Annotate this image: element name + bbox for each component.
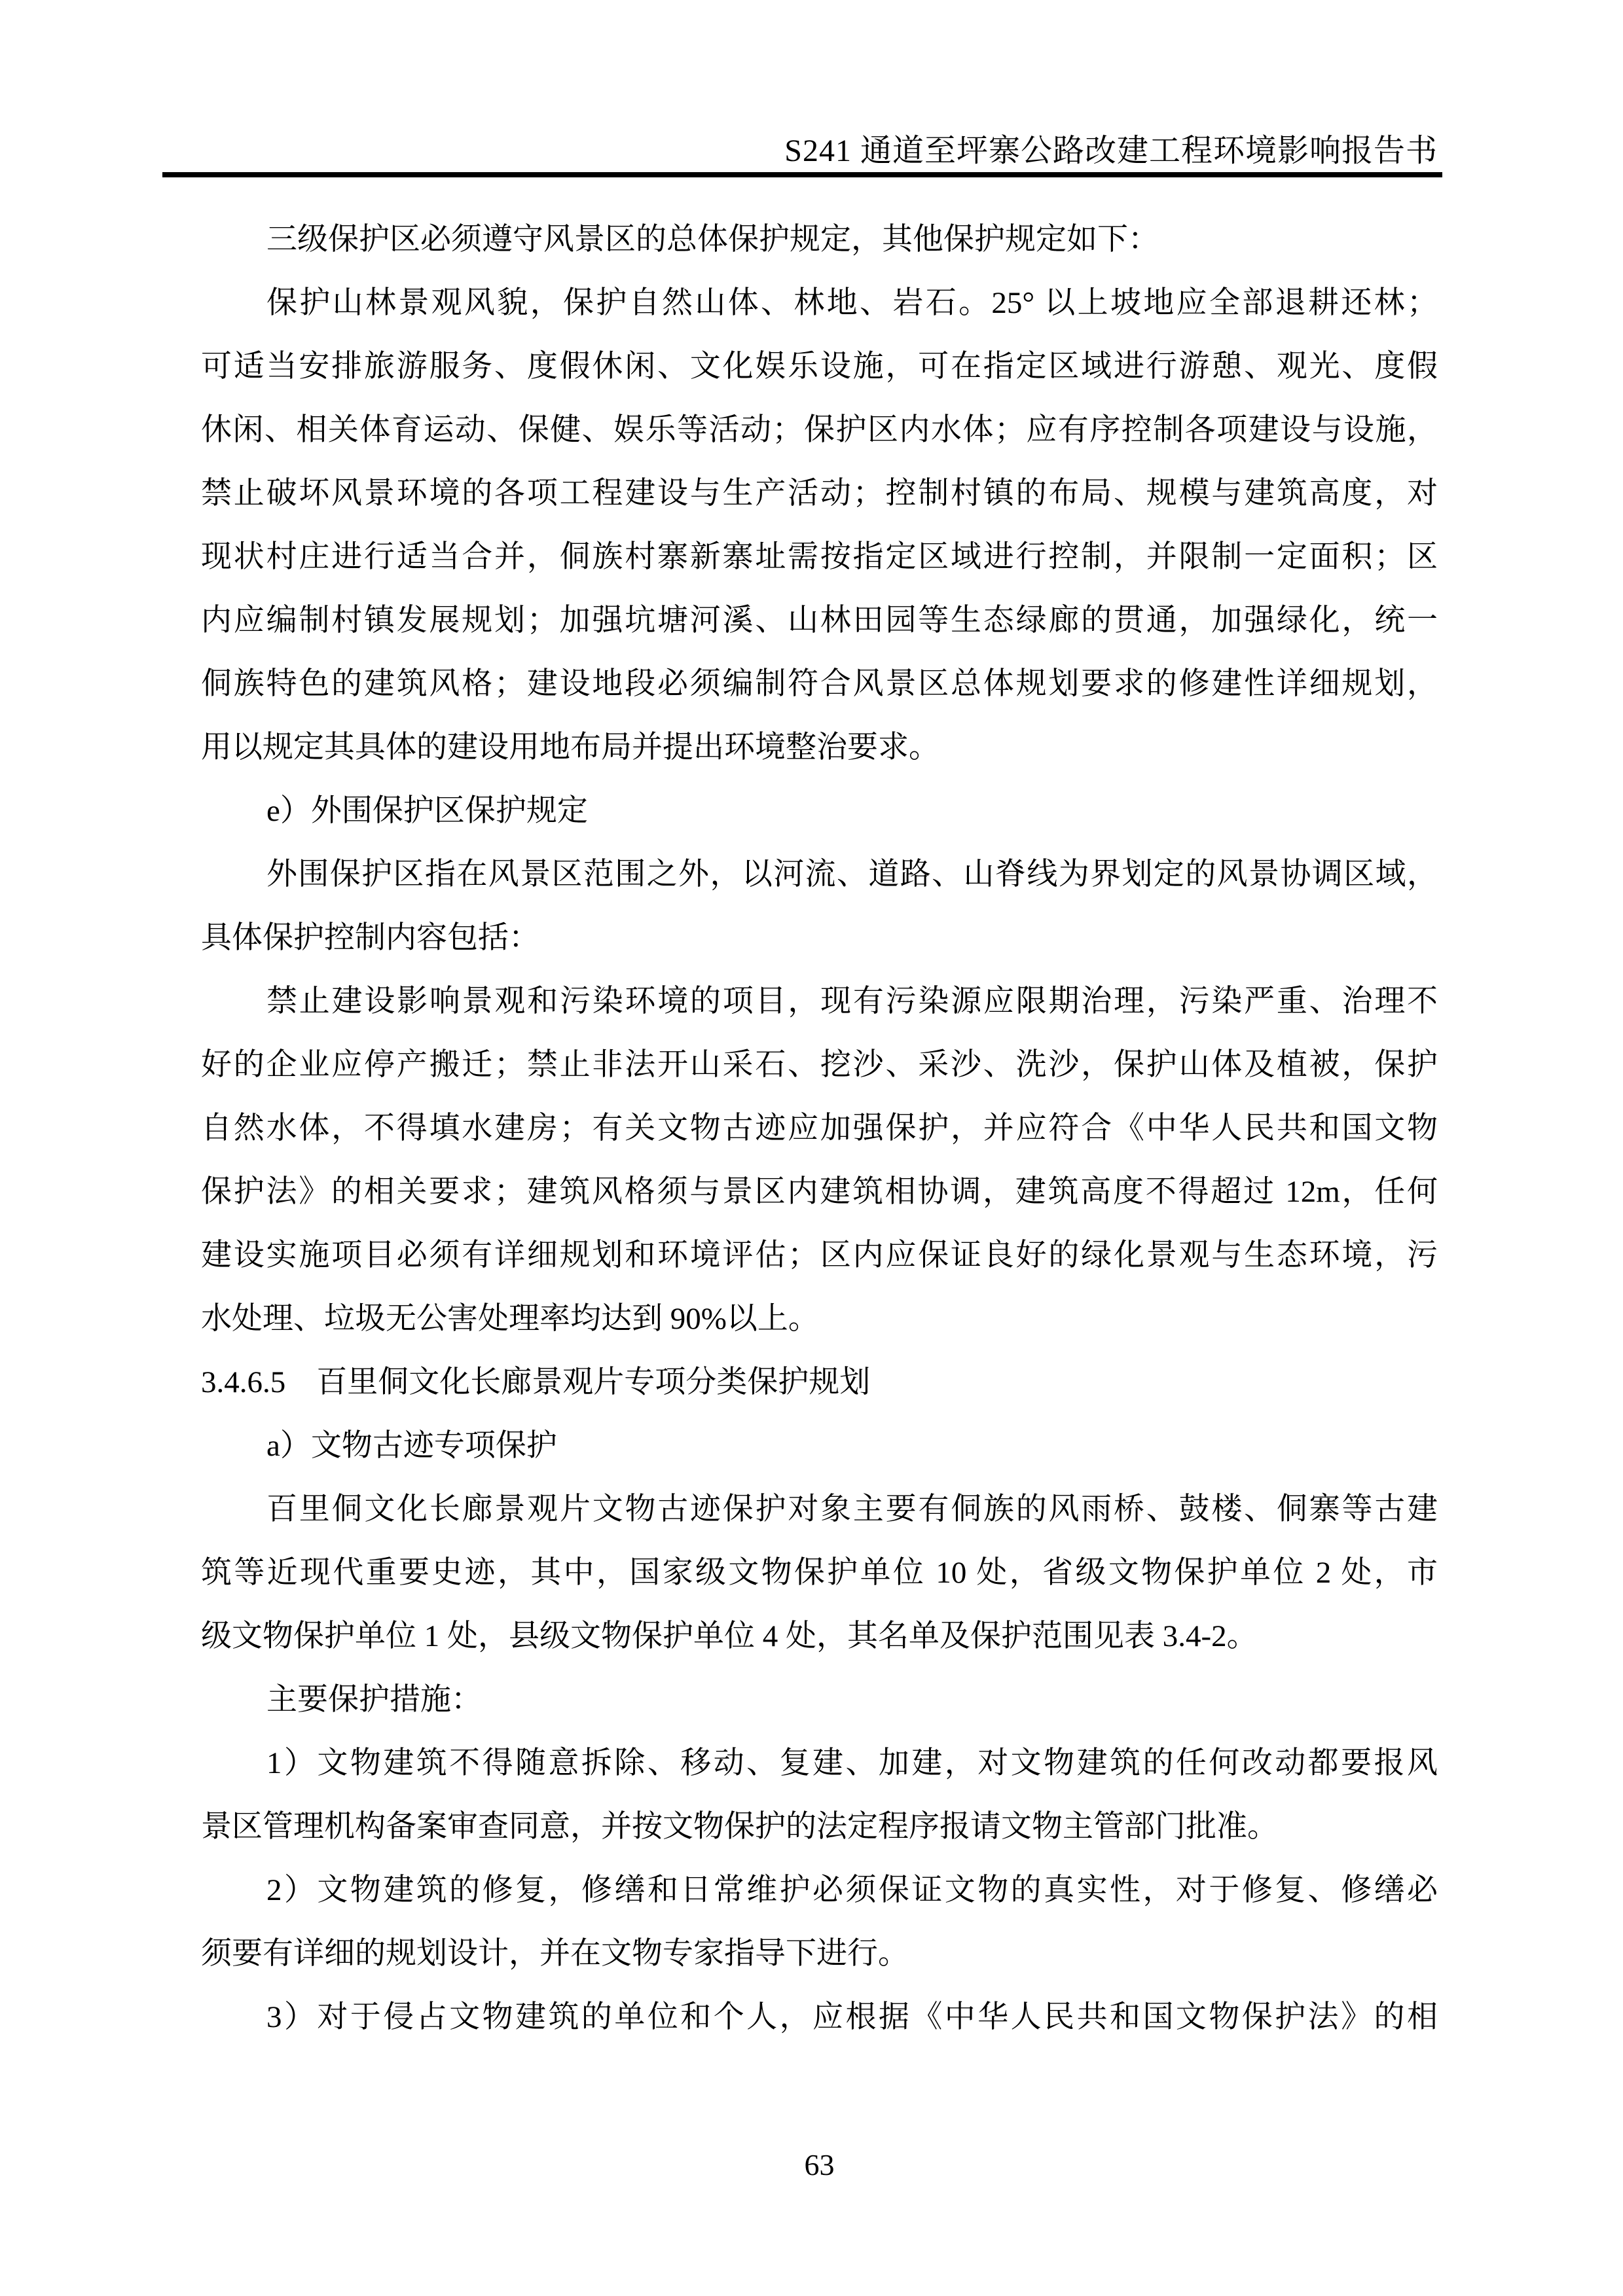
text-line: a）文物古迹专项保护 — [266, 1429, 557, 1463]
text-line: 禁止破坏风景环境的各项工程建设与生产活动；控制村镇的布局、规模与建筑高度，对 — [201, 476, 1438, 511]
header-title: S241 通道至坪寨公路改建工程环境影响报告书 — [784, 134, 1438, 168]
text-line: 内应编制村镇发展规划；加强坑塘河溪、山林田园等生态绿廊的贯通，加强绿化，统一 — [201, 603, 1438, 637]
text-line: 好的企业应停产搬迁；禁止非法开山采石、挖沙、采沙、洗沙，保护山体及植被，保护 — [201, 1048, 1438, 1082]
text-line: 侗族特色的建筑风格；建设地段必须编制符合风景区总体规划要求的修建性详细规划， — [201, 667, 1438, 701]
text-line: 主要保护措施： — [266, 1683, 482, 1717]
text-line: 外围保护区指在风景区范围之外，以河流、道路、山脊线为界划定的风景协调区域， — [266, 857, 1438, 891]
page-number: 63 — [804, 2148, 835, 2181]
text-line: e）外围保护区保护规定 — [266, 794, 588, 828]
text-line: 三级保护区必须遵守风景区的总体保护规定，其他保护规定如下： — [266, 223, 1159, 257]
text-line: 须要有详细的规划设计，并在文物专家指导下进行。 — [201, 1937, 909, 1971]
text-line: 保护山林景观风貌，保护自然山体、林地、岩石。25° 以上坡地应全部退耕还林； — [266, 286, 1438, 320]
text-line: 建设实施项目必须有详细规划和环境评估；区内应保证良好的绿化景观与生态环境，污 — [201, 1238, 1438, 1272]
text-line: 自然水体，不得填水建房；有关文物古迹应加强保护，并应符合《中华人民共和国文物 — [201, 1111, 1438, 1145]
text-line: 3）对于侵占文物建筑的单位和个人，应根据《中华人民共和国文物保护法》的相 — [266, 2000, 1438, 2034]
text-line: 保护法》的相关要求；建筑风格须与景区内建筑相协调，建筑高度不得超过 12m，任何 — [201, 1175, 1438, 1209]
text-line: 水处理、垃圾无公害处理率均达到 90%以上。 — [201, 1302, 819, 1336]
text-line: 休闲、相关体育运动、保健、娱乐等活动；保护区内水体；应有序控制各项建设与设施， — [201, 413, 1438, 447]
text-line: 2）文物建筑的修复，修缮和日常维护必须保证文物的真实性，对于修复、修缮必 — [266, 1873, 1438, 1907]
text-line: 具体保护控制内容包括： — [201, 921, 539, 955]
text-line: 级文物保护单位 1 处，县级文物保护单位 4 处，其名单及保护范围见表 3.4-2。 — [201, 1619, 1258, 1653]
header-rule — [162, 172, 1442, 177]
text-line: 百里侗文化长廊景观片文物古迹保护对象主要有侗族的风雨桥、鼓楼、侗寨等古建 — [266, 1492, 1438, 1526]
text-line: 景区管理机构备案审查同意，并按文物保护的法定程序报请文物主管部门批准。 — [201, 1810, 1278, 1844]
text-line: 现状村庄进行适当合并，侗族村寨新寨址需按指定区域进行控制，并限制一定面积；区 — [201, 540, 1438, 574]
text-line: 1）文物建筑不得随意拆除、移动、复建、加建，对文物建筑的任何改动都要报风 — [266, 1746, 1438, 1780]
text-line: 禁止建设影响景观和污染环境的项目，现有污染源应限期治理，污染严重、治理不 — [266, 984, 1438, 1018]
text-line: 筑等近现代重要史迹，其中，国家级文物保护单位 10 处，省级文物保护单位 2 处，市 — [201, 1556, 1438, 1590]
document-body — [201, 208, 1438, 2049]
text-line: 用以规定其具体的建设用地布局并提出环境整治要求。 — [201, 730, 939, 764]
section-heading: 3.4.6.5 百里侗文化长廊景观片专项分类保护规划 — [201, 1365, 871, 1399]
text-line: 可适当安排旅游服务、度假休闲、文化娱乐设施，可在指定区域进行游憩、观光、度假 — [201, 350, 1438, 384]
